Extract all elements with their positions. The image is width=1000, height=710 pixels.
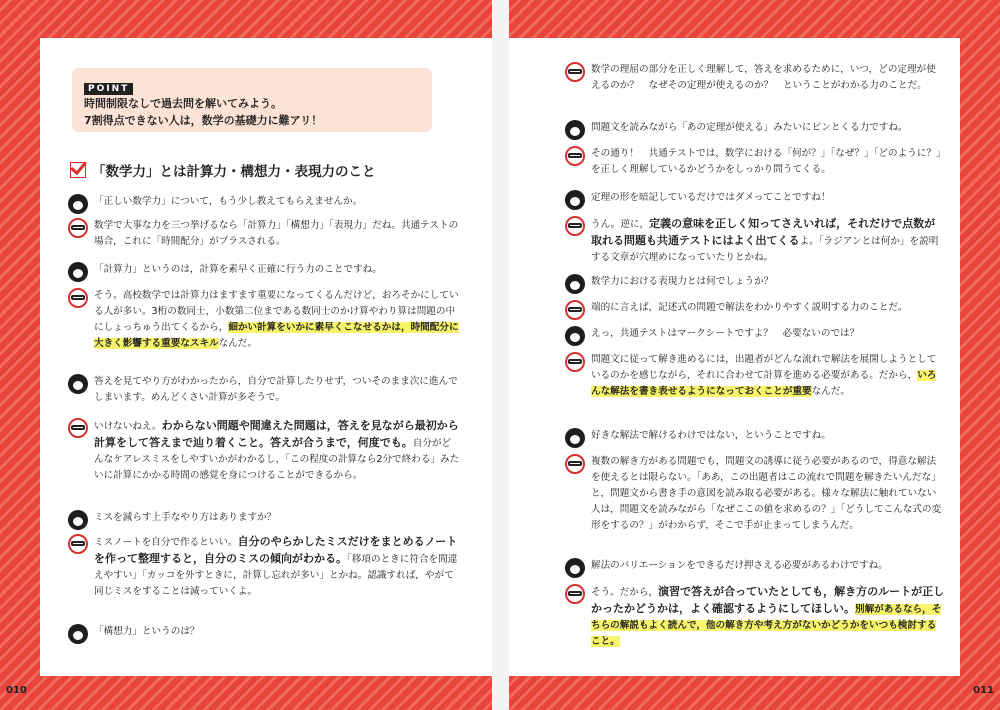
- dialogue-line: [68, 218, 460, 250]
- text-run: 問題文に従って解き進めるには，出題者がどんな流れで解法を展開しようとしているのかを感じながら，それに合わせて計算を進める必要がある。だから，: [591, 354, 937, 381]
- text-run: いけないねえ。: [94, 421, 162, 432]
- bold-text: わからない問題や間違えた問題は，答えを見ながら最初から計算をして答えまで辿り着くこと。答えが合うまで，何度でも。: [94, 419, 459, 449]
- text-run: 端的に言えば，記述式の問題で解法をわかりやすく説明する力のことだ。: [591, 302, 908, 313]
- text-run: えっ，共通テストはマークシートですよ？ 必要ないのでは？: [591, 328, 860, 339]
- dialogue-line: [565, 326, 945, 346]
- dialogue-line: [565, 454, 945, 534]
- teacher-avatar-icon: [565, 146, 585, 166]
- teacher-avatar-icon: [68, 418, 88, 438]
- bold-text: 自分のやらかしたミスだけをまとめるノートを作って整理すると，自分のミスの傾向がわかる。: [94, 535, 458, 565]
- student-avatar-icon: [68, 374, 88, 394]
- text-run: 数学で大事な力を三つ挙げるなら「計算力」「構想力」「表現力」だね。共通テストの場合，これに「時間配分」がプラスされる。: [94, 220, 459, 247]
- checkbox-icon: [70, 162, 86, 178]
- student-avatar-icon: [565, 428, 585, 448]
- teacher-avatar-icon: [565, 352, 585, 372]
- dialogue-line: [565, 120, 945, 140]
- dialogue-line: [565, 352, 945, 400]
- student-avatar-icon: [565, 274, 585, 294]
- highlighted-text: 細かい計算をいかに素早くこなせるかは，時間配分に大きく影響する重要なスキル: [94, 322, 459, 349]
- dialogue-text: [591, 300, 908, 320]
- text-run: 問題文を読みながら「あの定理が使える」みたいにピンとくる力ですね。: [591, 122, 908, 133]
- dialogue-text: [591, 146, 945, 178]
- student-avatar-icon: [68, 194, 88, 214]
- dialogue-text: [591, 190, 830, 210]
- teacher-avatar-icon: [68, 288, 88, 308]
- dialogue-line: [68, 534, 460, 600]
- student-avatar-icon: [68, 624, 88, 644]
- text-run: よ。「ラジアンとは何か」を説明する文章が穴埋めになっていたりとかね。: [591, 236, 939, 263]
- center-gutter: [492, 0, 509, 710]
- dialogue-text: [94, 374, 460, 406]
- point-box: [72, 68, 432, 132]
- dialogue-text: [94, 624, 200, 644]
- teacher-avatar-icon: [68, 218, 88, 238]
- text-run: ミスノートを自分で作るといい。: [94, 537, 238, 548]
- dialogue-text: [591, 428, 831, 448]
- teacher-avatar-icon: [565, 62, 585, 82]
- dialogue-text: [591, 120, 908, 140]
- dialogue-line: [68, 510, 460, 530]
- dialogue-line: [565, 300, 945, 320]
- text-run: 答えを見てやり方がわかったから，自分で計算したりせず，ついそのまま次に進んでしまいます。めんどくさい計算が多そうで。: [94, 376, 458, 403]
- section-heading: [70, 160, 376, 180]
- text-run: 「移項のときに符合を間違えやすい」「カッコを外すときに，計算し忘れが多い」とかね。認識すれば，やがて同じミスをすることは減っていくよ。: [94, 554, 458, 597]
- right-page: [509, 38, 960, 676]
- text-run: なんだ。: [811, 386, 851, 397]
- text-run: 複数の解き方がある問題でも，問題文の誘導に従う必要があるので，得意な解法を使えるとは限らない。「ああ，この出題者はこの流れで問題を解きたいんだな」と，問題文から書き手の意図を読み取る必要がある。様々な解法に触れていない人は，問題文を読みながら「なぜここの値を求めるの？」「どうしてこんな式の変形をするの？」がわからず，そこで手が止まってしまうんだ。: [591, 456, 942, 531]
- highlighted-text: 別解があるなら，そちらの解説もよく読んで，他の解き方や考え方がないかどうかをいつも検討すること。: [591, 604, 942, 647]
- teacher-avatar-icon: [565, 454, 585, 474]
- dialogue-line: [68, 624, 460, 644]
- text-run: 自分がどんなケアレスミスをしやすいかがわかるし，「この程度の計算なら2分で終わる」みたいに計算にかかる時間の感覚を身につけることができるから。: [94, 438, 460, 481]
- dialogue-line: [565, 62, 945, 94]
- bold-text: 定義の意味を正しく知ってさえいれば，それだけで点数が取れる問題も共通テストにはよく出てくる: [591, 217, 936, 247]
- dialogue-line: [68, 418, 460, 484]
- dialogue-text: [94, 194, 362, 214]
- section-heading-text: 「数学力」とは計算力・構想力・表現力のこと: [92, 164, 376, 180]
- left-page: [40, 38, 492, 676]
- dialogue-line: [68, 194, 460, 214]
- text-run: 「構想力」というのは？: [94, 626, 200, 637]
- dialogue-line: [68, 374, 460, 406]
- dialogue-line: [68, 288, 460, 352]
- text-run: その通り！ 共通テストでは，数学における「何が？」「なぜ？」「どのように？」を正しく理解しているかどうかをしっかり問うてくる。: [591, 148, 941, 175]
- dialogue-line: [565, 584, 945, 650]
- teacher-avatar-icon: [565, 584, 585, 604]
- dialogue-line: [565, 216, 945, 266]
- text-run: 数学の理屈の部分を正しく理解して，答えを求めるために，いつ，どの定理が使えるのか？ なぜその定理が使えるのか？ ということがわかる力のことだ。: [591, 64, 936, 91]
- dialogue-text: [591, 274, 773, 294]
- dialogue-line: [68, 262, 460, 282]
- student-avatar-icon: [68, 510, 88, 530]
- dialogue-text: [94, 418, 460, 484]
- student-avatar-icon: [565, 326, 585, 346]
- dialogue-text: [591, 454, 945, 534]
- student-avatar-icon: [68, 262, 88, 282]
- highlighted-text: いろんな解法を書き表せるようになっておくことが重要: [591, 370, 937, 397]
- dialogue-line: [565, 274, 945, 294]
- dialogue-text: [94, 218, 460, 250]
- text-run: 解法のバリエーションをできるだけ押さえる必要があるわけですね。: [591, 560, 888, 571]
- dialogue-text: [94, 288, 460, 352]
- page-number-right: 011: [973, 685, 994, 696]
- text-run: そう。高校数学では計算力はますます重要になってくるんだけど，おろそかにしている人が多い。3桁の数同士，小数第二位まである数同士のかけ算やわり算は問題の中にしょっちゅう出てくるから，: [94, 290, 459, 333]
- text-run: 数学力における表現力とは何でしょうか？: [591, 276, 774, 287]
- teacher-avatar-icon: [565, 300, 585, 320]
- dialogue-text: [591, 558, 888, 578]
- dialogue-text: [591, 62, 945, 94]
- student-avatar-icon: [565, 558, 585, 578]
- bold-text: 演習で答えが合っていたとしても，解き方のルートが正しかったかどうかは，よく確認するようにしてほしい。: [591, 585, 945, 615]
- point-line-2: 7割得点できない人は，数学の基礎力に難アリ！: [84, 114, 323, 127]
- text-run: 定理の形を暗記しているだけではダメってことですね！: [591, 192, 831, 203]
- dialogue-text: [591, 584, 945, 650]
- dialogue-text: [591, 352, 945, 400]
- dialogue-text: [591, 216, 945, 266]
- dialogue-line: [565, 558, 945, 578]
- dialogue-text: [591, 326, 859, 346]
- dialogue-line: [565, 190, 945, 210]
- text-run: なんだ。: [218, 338, 257, 349]
- dialogue-text: [94, 534, 460, 600]
- dialogue-line: [565, 146, 945, 178]
- text-run: そう。だから，: [591, 587, 659, 598]
- dialogue-line: [565, 428, 945, 448]
- point-label: POINT: [84, 83, 133, 95]
- dialogue-text: [94, 262, 382, 282]
- text-run: 「正しい数学力」について，もう少し教えてもらえませんか。: [94, 196, 363, 207]
- text-run: うん。逆に，: [591, 219, 650, 230]
- teacher-avatar-icon: [68, 534, 88, 554]
- text-run: 「計算力」というのは，計算を素早く正確に行う力のことですね。: [94, 264, 382, 275]
- dialogue-text: [94, 510, 276, 530]
- text-run: ミスを減らす上手なやり方はありますか？: [94, 512, 277, 523]
- text-run: 好きな解法で解けるわけではない，ということですね。: [591, 430, 831, 441]
- teacher-avatar-icon: [565, 216, 585, 236]
- point-line-1: 時間制限なしで過去問を解いてみよう。: [84, 97, 282, 110]
- student-avatar-icon: [565, 120, 585, 140]
- page-number-left: 010: [6, 685, 27, 696]
- student-avatar-icon: [565, 190, 585, 210]
